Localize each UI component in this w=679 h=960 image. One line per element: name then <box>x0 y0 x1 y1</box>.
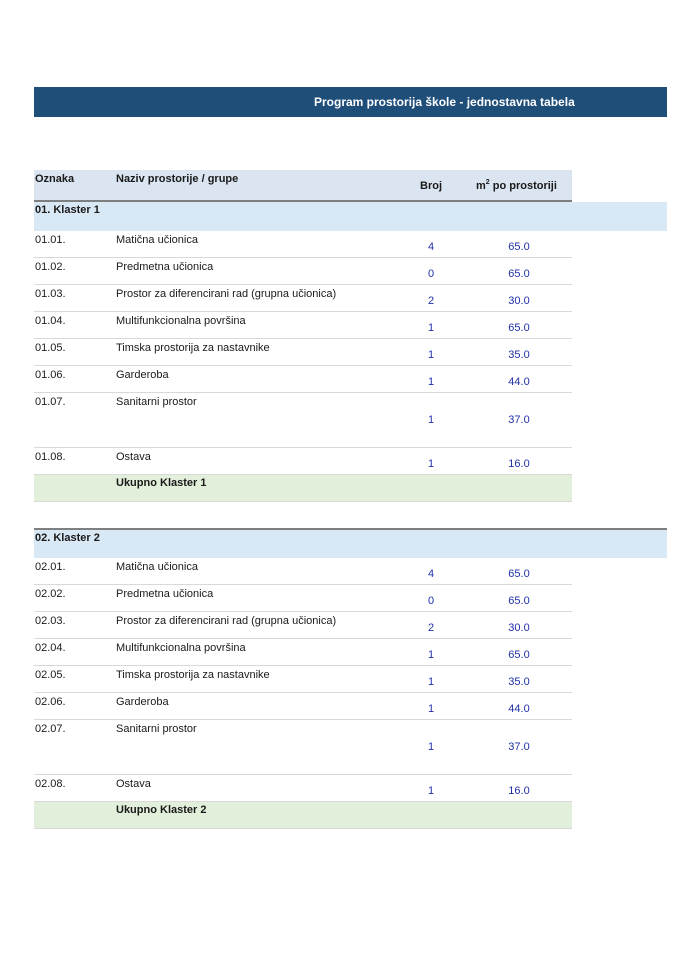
header-area-prefix: m <box>476 180 486 192</box>
table-row <box>34 639 572 666</box>
cell-count: 1 <box>427 703 435 715</box>
table-row <box>34 366 572 393</box>
cell-count: 0 <box>427 595 435 607</box>
cell-area: 16.0 <box>508 785 530 797</box>
rooms-table <box>34 170 667 829</box>
header-area <box>476 180 557 192</box>
table-row <box>34 448 572 475</box>
table-row <box>34 285 572 312</box>
cell-area: 37.0 <box>508 414 530 426</box>
header-code: Oznaka <box>35 173 75 185</box>
cell-count: 1 <box>427 741 435 753</box>
cell-code: 01.01. <box>35 234 66 246</box>
cell-code: 02.07. <box>35 723 66 735</box>
cell-area: 65.0 <box>508 649 530 661</box>
cell-code: 01.03. <box>35 288 66 300</box>
cell-area: 35.0 <box>508 676 530 688</box>
table-row <box>34 612 572 639</box>
cell-count: 4 <box>427 241 435 253</box>
table-row <box>34 693 572 720</box>
table-row <box>34 339 572 366</box>
title-bar <box>34 87 667 117</box>
cell-name: Ostava <box>116 451 151 463</box>
cell-name: Garderoba <box>116 696 169 708</box>
cell-count: 1 <box>427 414 435 426</box>
cell-code: 02.05. <box>35 669 66 681</box>
cell-name: Matična učionica <box>116 561 198 573</box>
cell-area: 35.0 <box>508 349 530 361</box>
cell-name: Sanitarni prostor <box>116 396 197 408</box>
table-row <box>34 312 572 339</box>
cell-name: Matična učionica <box>116 234 198 246</box>
cell-area: 65.0 <box>508 595 530 607</box>
cell-count: 2 <box>427 295 435 307</box>
cluster-total-row <box>34 802 572 829</box>
cell-area: 16.0 <box>508 458 530 470</box>
cluster-header <box>34 528 667 558</box>
cell-area: 65.0 <box>508 322 530 334</box>
cell-area: 44.0 <box>508 376 530 388</box>
cell-area: 30.0 <box>508 295 530 307</box>
table-row <box>34 258 572 285</box>
cell-count: 2 <box>427 622 435 634</box>
cell-name: Ostava <box>116 778 151 790</box>
cluster-header <box>34 202 667 231</box>
cell-count: 1 <box>427 649 435 661</box>
cluster-total-label: Ukupno Klaster 1 <box>116 477 207 489</box>
cell-code: 02.03. <box>35 615 66 627</box>
cell-name: Garderoba <box>116 369 169 381</box>
header-name: Naziv prostorije / grupe <box>116 173 239 185</box>
section-spacer <box>34 502 667 528</box>
header-count: Broj <box>420 180 442 192</box>
cell-code: 01.07. <box>35 396 66 408</box>
cell-name: Multifunkcionalna površina <box>116 315 246 327</box>
cell-count: 1 <box>427 349 435 361</box>
cell-code: 02.04. <box>35 642 66 654</box>
cell-code: 01.04. <box>35 315 66 327</box>
cell-code: 01.08. <box>35 451 66 463</box>
cell-count: 4 <box>427 568 435 580</box>
cell-name: Predmetna učionica <box>116 261 214 273</box>
table-row <box>34 585 572 612</box>
cluster-total-label: Ukupno Klaster 2 <box>116 804 207 816</box>
cell-area: 65.0 <box>508 241 530 253</box>
page-title: Program prostorija škole - jednostavna tabela <box>314 95 575 109</box>
cell-code: 02.01. <box>35 561 66 573</box>
table-row <box>34 558 572 585</box>
cell-area: 37.0 <box>508 741 530 753</box>
cell-code: 01.05. <box>35 342 66 354</box>
cell-area: 30.0 <box>508 622 530 634</box>
cell-area: 44.0 <box>508 703 530 715</box>
cell-name: Timska prostorija za nastavnike <box>116 342 270 354</box>
cell-code: 02.08. <box>35 778 66 790</box>
cluster-total-row <box>34 475 572 502</box>
cell-name: Multifunkcionalna površina <box>116 642 246 654</box>
cell-name: Prostor za diferencirani rad (grupna učionica) <box>116 288 337 300</box>
cell-area: 65.0 <box>508 268 530 280</box>
cell-name: Sanitarni prostor <box>116 723 197 735</box>
table-header <box>34 170 572 202</box>
cell-count: 1 <box>427 376 435 388</box>
cell-name: Timska prostorija za nastavnike <box>116 669 270 681</box>
header-area-sup: 2 <box>485 179 490 186</box>
cell-count: 1 <box>427 785 435 797</box>
table-row <box>34 720 572 775</box>
cell-count: 1 <box>427 322 435 334</box>
cell-count: 0 <box>427 268 435 280</box>
cluster-label: 02. Klaster 2 <box>35 532 100 544</box>
header-area-suffix: po prostoriji <box>489 180 557 192</box>
cell-code: 02.06. <box>35 696 66 708</box>
cell-area: 65.0 <box>508 568 530 580</box>
table-row <box>34 666 572 693</box>
cell-code: 01.02. <box>35 261 66 273</box>
cluster-label: 01. Klaster 1 <box>35 204 100 216</box>
table-row <box>34 775 572 802</box>
cell-name: Prostor za diferencirani rad (grupna učionica) <box>116 615 337 627</box>
cell-code: 01.06. <box>35 369 66 381</box>
cell-count: 1 <box>427 676 435 688</box>
table-row <box>34 231 572 258</box>
cell-code: 02.02. <box>35 588 66 600</box>
cell-count: 1 <box>427 458 435 470</box>
table-row <box>34 393 572 448</box>
cell-name: Predmetna učionica <box>116 588 214 600</box>
